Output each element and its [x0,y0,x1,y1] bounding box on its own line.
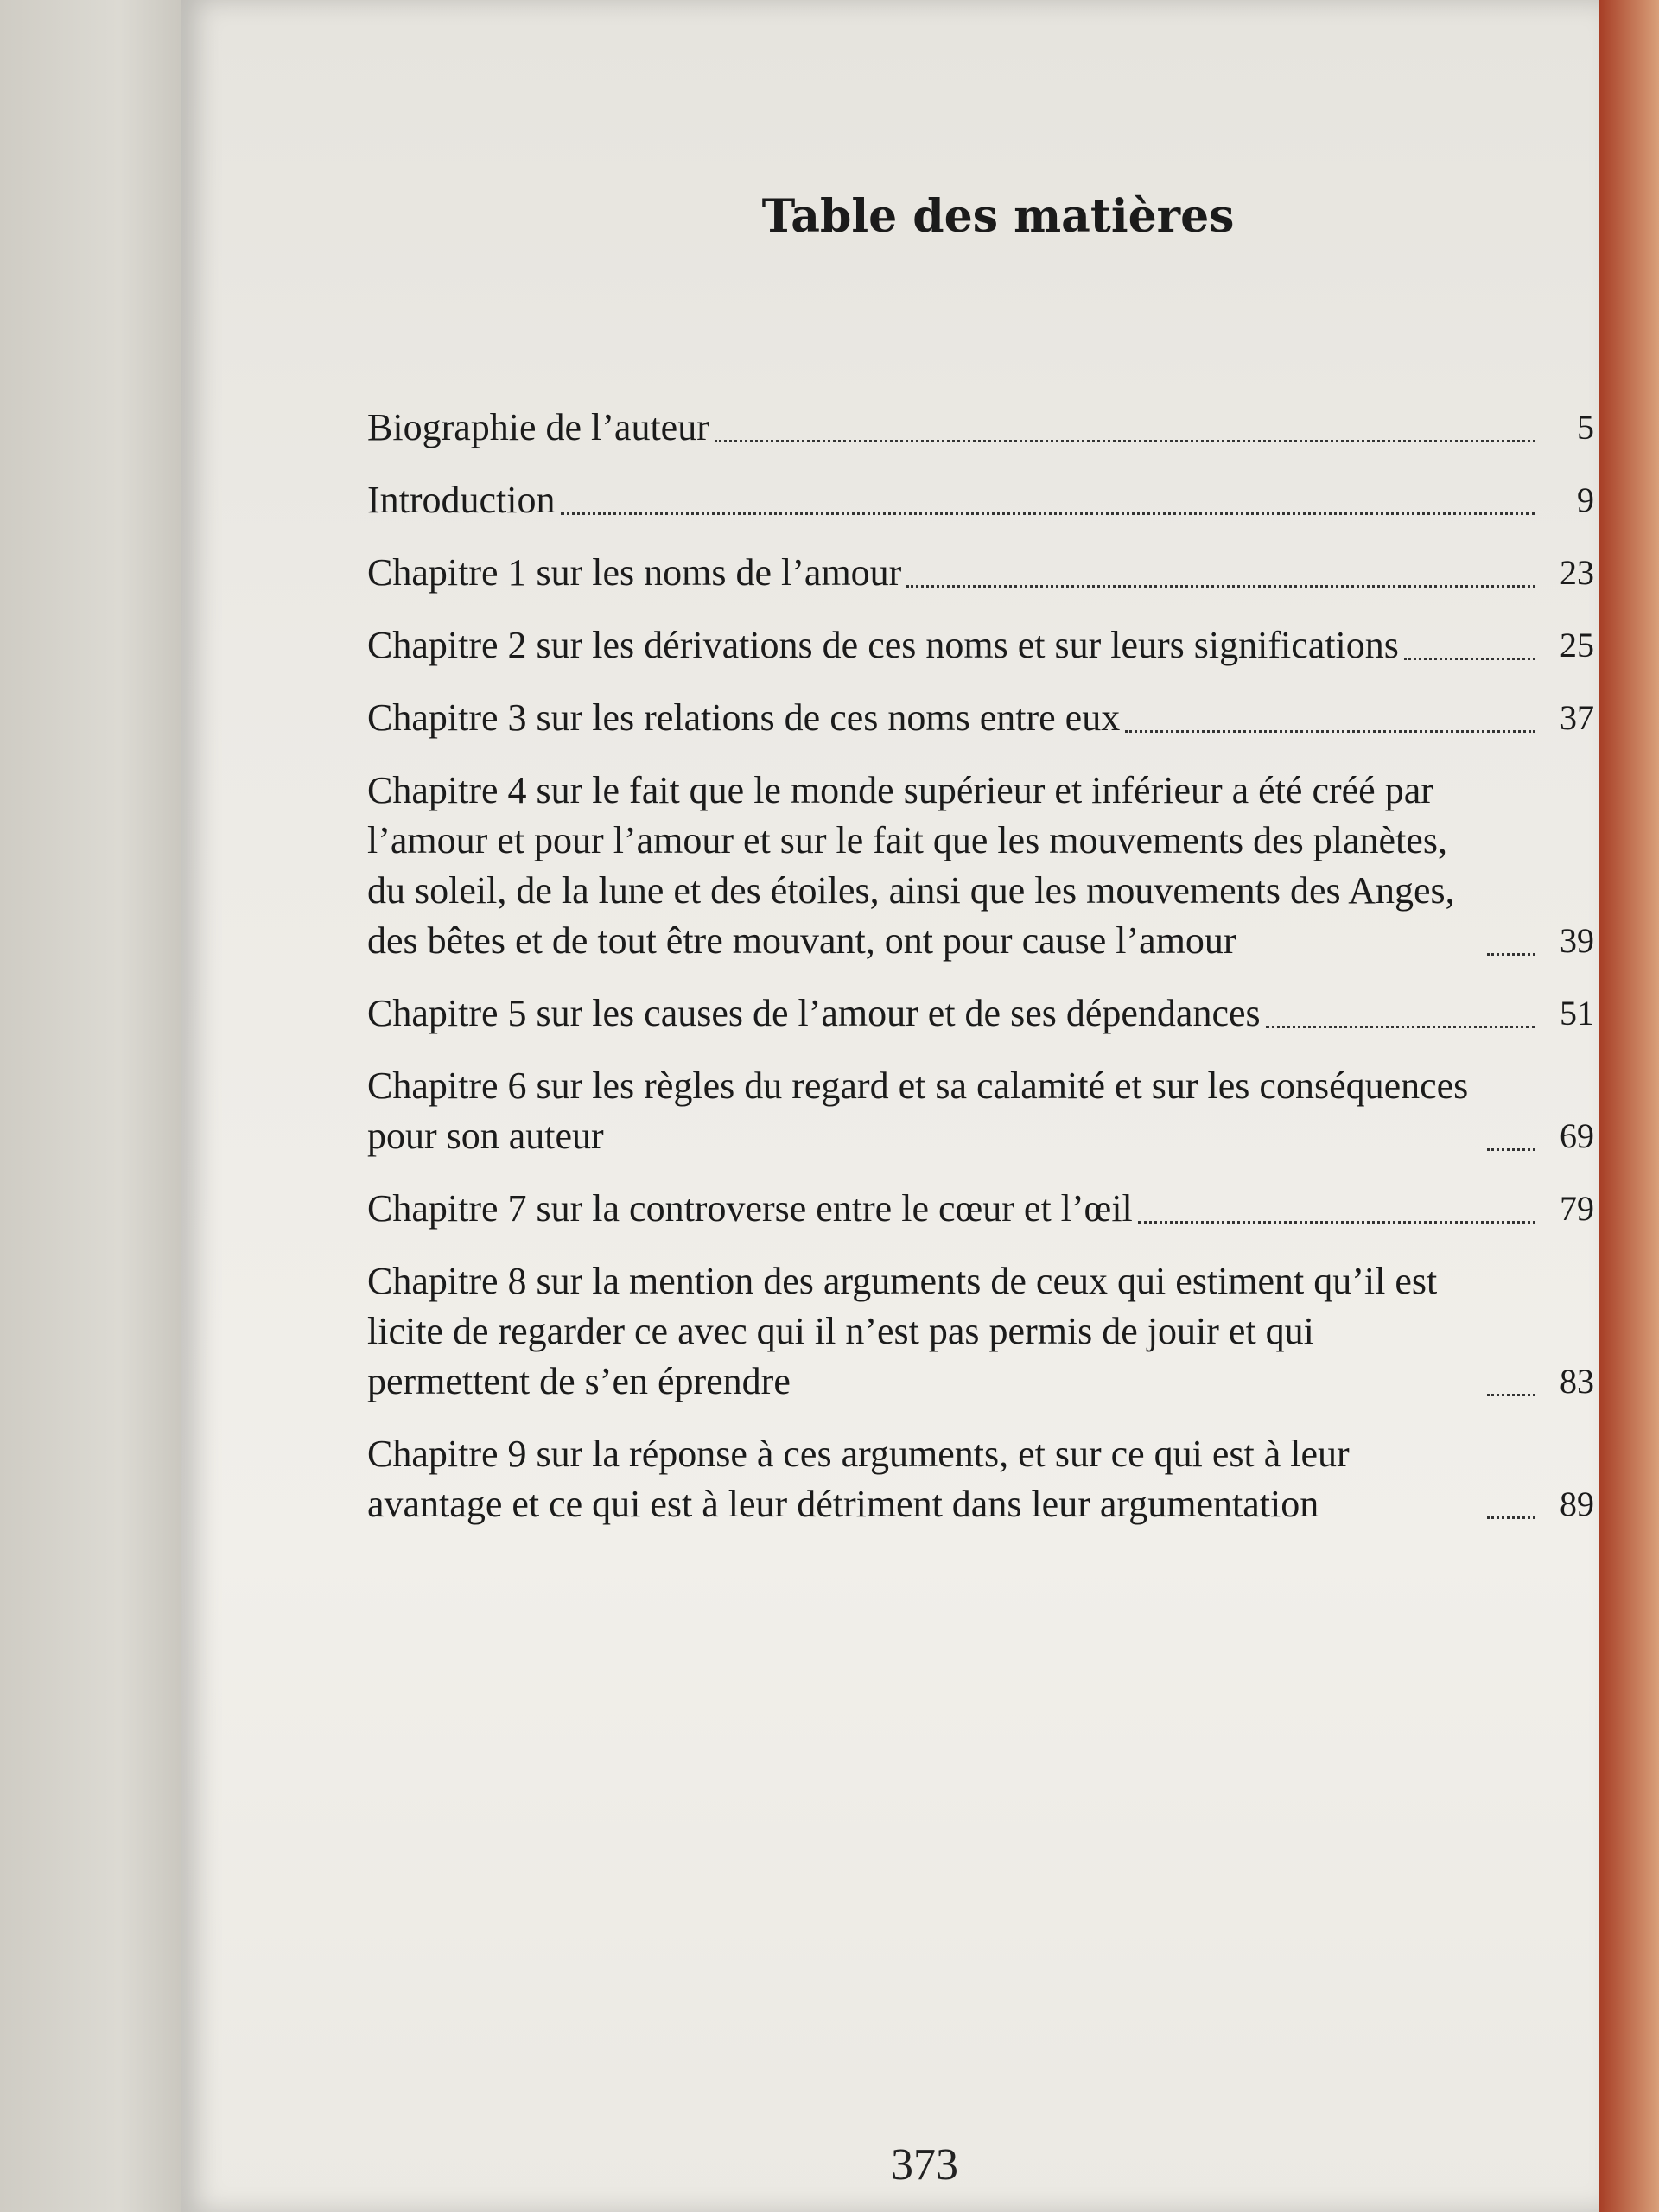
toc-entry [367,403,1594,453]
toc-entry-page: 79 [1560,1189,1594,1228]
toc-entry-page: 69 [1560,1116,1594,1155]
table-of-contents [367,403,1594,1529]
page-number: 373 [891,2140,958,2190]
toc-entry-page: 89 [1560,1484,1594,1523]
toc-entry [367,1256,1594,1407]
toc-entry-page: 23 [1560,553,1594,592]
toc-entry-title: Chapitre 2 sur les dérivations de ces noms et sur leurs significations [367,624,1399,666]
toc-dot-leader [1138,1221,1535,1224]
toc-entry-title: Introduction [367,479,556,521]
toc-entry-page: 9 [1577,480,1594,519]
toc-dot-leader [561,512,1535,515]
page-title: Table des matières [761,190,1235,243]
toc-entry-title: Chapitre 7 sur la controverse entre le cœur et l’œil [367,1187,1133,1230]
toc-dot-leader [1487,1148,1535,1151]
toc-entry [367,1184,1594,1234]
toc-dot-leader [906,585,1535,588]
toc-entry-page: 83 [1560,1362,1594,1401]
toc-entry-page: 51 [1560,994,1594,1033]
toc-entry-title: Chapitre 9 sur la réponse à ces arguments, et sur ce qui est à leur avantage et ce qui est à leur détriment dans leur argumentation [367,1433,1350,1525]
toc-entry-title: Biographie de l’auteur [367,406,709,448]
toc-entry-title: Chapitre 5 sur les causes de l’amour et de ses dépendances [367,992,1261,1034]
toc-entry-page: 39 [1560,921,1594,960]
toc-dot-leader [1125,730,1535,733]
toc-entry-title: Chapitre 1 sur les noms de l’amour [367,551,902,594]
toc-entry-title: Chapitre 3 sur les relations de ces noms entre eux [367,696,1121,739]
toc-entry [367,693,1594,743]
left-page-edge [0,0,199,2212]
toc-entry-title: Chapitre 6 sur les règles du regard et sa calamité et sur les conséquences pour son auteur [367,1065,1469,1157]
toc-dot-leader [1487,953,1535,956]
toc-entry [367,475,1594,525]
toc-entry [367,1061,1594,1161]
toc-dot-leader [715,440,1535,442]
toc-entry [367,1429,1594,1529]
toc-entry-page: 5 [1577,408,1594,447]
toc-dot-leader [1404,658,1535,660]
toc-dot-leader [1487,1394,1535,1396]
toc-dot-leader [1266,1026,1535,1028]
toc-entry [367,548,1594,598]
toc-entry-title: Chapitre 8 sur la mention des arguments de ceux qui estiment qu’il est licite de regarder ce avec qui il n’est pas permis de jouir et qui permettent de s’en éprendre [367,1260,1438,1402]
toc-entry-page: 25 [1560,626,1594,664]
page-content [367,190,1594,1552]
toc-entry-title: Chapitre 4 sur le fait que le monde supérieur et inférieur a été créé par l’amour et pour l’amour et sur le fait que les mouvements des planètes, du soleil, de la lune et des étoiles, ainsi que les mouvements des Anges, des bêtes et de tout être mouvant, ont pour cause l’amour [367,769,1455,962]
toc-dot-leader [1487,1516,1535,1519]
toc-entry [367,766,1594,966]
toc-entry-page: 37 [1560,698,1594,737]
toc-entry [367,620,1594,671]
toc-entry [367,988,1594,1039]
book-page [181,0,1599,2212]
